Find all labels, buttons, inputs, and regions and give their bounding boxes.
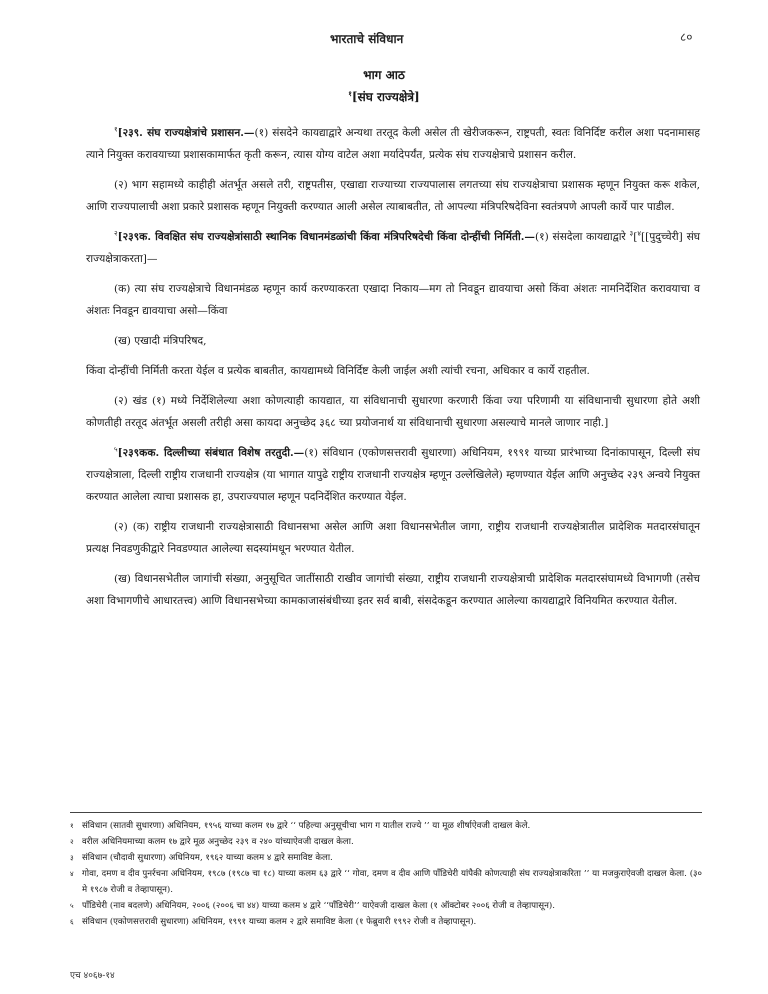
paragraph-text: (१) संसदेने कायद्याद्वारे अन्यथा तरतूद केली असेल ती खेरीजकरून, राष्ट्रपती, स्वतः विनिर्दिष्ट करील अशा पदनामासह त्याने नियुक्त करावयाच्या प्रशासकामार्फत कृती करून, त्यास योग्य वाटेल अशा मर्यादेपर्यंत, प्रत्येक संघ राज्यक्षेत्राचे प्रशासन करील.	[86, 127, 701, 161]
footnote-text: संविधान (सातवी सुधारणा) अधिनियम, १९५६ याच्या कलम १७ द्वारे ‘‘ पहिल्या अनुसूचीचा भाग ग यातील राज्ये ’’ या मूळ शीर्षाऐवजी दाखल केले.	[82, 821, 531, 831]
paragraph: $^२$[२३९क. विवक्षित संघ राज्यक्षेत्रांसाठी स्थानिक विधानमंडळांची किंवा मंत्रिपरिषदेची किंवा दोन्हींची निर्मिती.—(१) संसदेला कायद्याद्वारे $^३$[$^४$[[पुदुच्चेरी] संघ राज्यक्षेत्राकरता]—	[86, 229, 700, 265]
footnote-text: संविधान (चौदावी सुधारणा) अधिनियम, १९६२ याच्या कलम ४ द्वारे समाविष्ट केला.	[82, 853, 333, 863]
document-body	[86, 122, 700, 620]
paragraph: किंवा दोन्हींची निर्मिती करता येईल व प्रत्येक बाबतीत, कायद्यामध्ये विनिर्दिष्ट केली जाईल अशी त्यांची रचना, अधिकार व कार्ये राहतील.	[86, 365, 590, 377]
paragraph-text: (१) संविधान (एकोणसत्तरावी सुधारणा) अधिनियम, १९९१ याच्या प्रारंभाच्या दिनांकापासून, दिल्ली संघ राज्यक्षेत्राला, दिल्ली राष्ट्रीय राजधानी राज्यक्षेत्र (या भागात यापुढे राष्ट्रीय राजधानी राज्यक्षेत्र म्हणून उल्लेखिलेले) म्हणण्यात येईल आणि अनुच्छेद २३९ अन्वये नियुक्त करण्यात आलेला त्याचा प्रशासक हा, उपराज्यपाल म्हणून पदनिर्देशित करण्यात येईल.	[86, 447, 701, 503]
part-subtitle	[0, 88, 768, 105]
article-heading: [२३९कक. दिल्लीच्या संबंधात विशेष तरतुदी.—	[117, 447, 305, 459]
footnote-ref: १	[348, 89, 352, 98]
footnote-divider	[70, 812, 702, 813]
paragraph	[86, 122, 700, 166]
running-title: भारताचे संविधान	[330, 32, 404, 46]
footnote-mark: ३	[70, 854, 74, 862]
paragraph: (२) (क) राष्ट्रीय राजधानी राज्यक्षेत्रासाठी विधानसभा असेल आणि अशा विधानसभेतील जागा, राष्ट्रीय राजधानी राज्यक्षेत्रातील प्रादेशिक मतदारसंघातून प्रत्यक्ष निवडणुकीद्वारे निवडण्यात आलेल्या सदस्यांमधून भरण्यात येतील.	[86, 521, 700, 555]
footnote-text: गोवा, दमण व दीव पुनर्रचना अधिनियम, १९८७ (१९८७ चा १८) याच्या कलम ६३ द्वारे ‘‘ गोवा, दमण व दीव आणि पाँडिचेरी यांपैकी कोणत्याही संघ राज्यक्षेत्राकरिता ’’ या मजकुराऐवजी दाखल केला. (३० मे १९८७ रोजी व तेव्हापासून).	[82, 869, 702, 895]
footnote-ref: ५	[114, 445, 118, 454]
paragraph: (ख) एखादी मंत्रिपरिषद,	[114, 335, 207, 347]
paragraph: (२) खंड (१) मध्ये निर्देशिलेल्या अशा कोणत्याही कायद्यात, या संविधानाची सुधारणा करणारी किंवा ज्या परिणामी या संविधानाची सुधारणा होते अशी कोणतीही तरतूद अंतर्भूत असली तरीही असा कायदा अनुच्छेद ३६८ च्या प्रयोजनार्थ या संविधानाची सुधारणा असल्याचे मानले जाणार नाही.]	[86, 395, 700, 429]
paragraph: (ख) विधानसभेतील जागांची संख्या, अनुसूचित जातींसाठी राखीव जागांची संख्या, राष्ट्रीय राजधानी राज्यक्षेत्राची प्रादेशिक मतदारसंघामध्ये विभागणी (तसेच अशा विभागणीचे आधारतत्त्व) आणि विधानसभेच्या कामकाजासंबंधीच्या इतर सर्व बाबी, संसदेकडून करण्यात आलेल्या कायद्याद्वारे विनियमित करण्यात येतील.	[86, 573, 700, 607]
paragraph-text: (१) संसदेला कायद्याद्वारे	[535, 231, 626, 243]
article-heading: [२३९. संघ राज्यक्षेत्रांचे प्रशासन.—	[117, 127, 255, 139]
footnote-mark: ४	[70, 870, 74, 878]
footnote-ref: ३	[629, 229, 634, 238]
footnote-text: संविधान (एकोणसत्तरावी सुधारणा) अधिनियम, १९९१ याच्या कलम २ द्वारे समाविष्ट केला (१ फेब्रुवारी १९९२ रोजी व तेव्हापासून).	[82, 917, 477, 927]
paragraph: (२) भाग सहामध्ये काहीही अंतर्भूत असले तरी, राष्ट्रपतीस, एखाद्या राज्याच्या राज्यपालास लगतच्या संघ राज्यक्षेत्राचा प्रशासक म्हणून नियुक्त करू शकेल, आणि राज्यपालाची अशा प्रकारे प्रशासक म्हणून नियुक्ती करण्यात आली असेल त्याबाबतीत, तो आपल्या मंत्रिपरिषदेविना स्वतंत्रपणे आपली कार्ये पार पाडील.	[86, 179, 700, 213]
footnote	[70, 818, 702, 834]
paragraph	[86, 442, 700, 508]
footnote	[70, 866, 702, 898]
print-code: एच ४०६७-१४	[70, 971, 115, 981]
footnote-mark: १	[70, 822, 74, 830]
footnote-ref: २	[114, 229, 118, 238]
footnote	[70, 850, 702, 866]
part-title: भाग आठ	[363, 68, 405, 82]
footnote-text: पाँडिचेरी (नाव बदलणे) अधिनियम, २००६ (२००६ चा ४४) याच्या कलम ४ द्वारे ‘‘पाँडिचेरी’’ याऐवजी दाखल केला (१ ऑक्टोबर २००६ रोजी व तेव्हापासून).	[82, 901, 555, 911]
footnotes	[70, 818, 702, 930]
footnote	[70, 898, 702, 914]
footnote-mark: ६	[70, 918, 74, 926]
paragraph: (क) त्या संघ राज्यक्षेत्राचे विधानमंडळ म्हणून कार्य करण्याकरता एखादा निकाय—मग तो निवडून द्यावयाचा असो किंवा अंशतः नामनिर्देशित करावयाचा व अंशतः निवडून द्यावयाचा असो—किंवा	[86, 283, 700, 317]
footnote-ref: ४	[637, 229, 641, 238]
footnote	[70, 914, 702, 930]
paragraph-text: [[पुदुच्चेरी] संघ राज्यक्षेत्राकरता]—	[86, 231, 700, 265]
footnote-text: वरील अधिनियमाच्या कलम १७ द्वारे मूळ अनुच्छेद २३९ व २४० यांच्याऐवजी दाखल केला.	[82, 837, 354, 847]
footnote-mark: ५	[70, 902, 74, 910]
footnote	[70, 834, 702, 850]
page-number: ८०	[680, 30, 693, 44]
part-subtitle-text: [संघ राज्यक्षेत्रे]	[351, 90, 420, 104]
footnote-ref: १	[114, 125, 118, 134]
footnote-mark: २	[70, 838, 74, 846]
article-heading: [२३९क. विवक्षित संघ राज्यक्षेत्रांसाठी स्थानिक विधानमंडळांची किंवा मंत्रिपरिषदेची किंवा दोन्हींची निर्मिती.—	[117, 231, 535, 243]
